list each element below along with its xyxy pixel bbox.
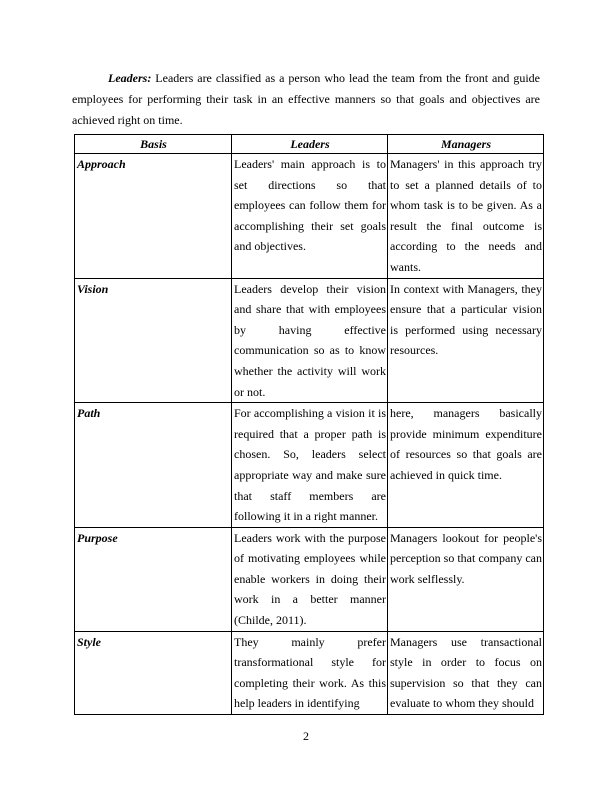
- row-managers: Managers lookout for people's perception so that company can work selflessly.: [388, 527, 544, 631]
- row-managers: In context with Managers, they ensure that a particular vision is performed using necessary resources.: [388, 278, 544, 403]
- row-managers: Managers use transactional style in order to focus on supervision so that they can evaluate to whom they should: [388, 631, 544, 714]
- row-basis: Vision: [75, 278, 232, 403]
- row-managers: Managers' in this approach try to set a planned details of to whom task is to be given. As a result the final outcome is according to the needs and wants.: [388, 154, 544, 279]
- row-managers: here, managers basically provide minimum expenditure of resources so that goals are achieved in quick time.: [388, 403, 544, 528]
- header-basis: Basis: [75, 135, 232, 154]
- header-managers: Managers: [388, 135, 544, 154]
- table-row: [75, 154, 544, 279]
- intro-lead: Leaders:: [108, 71, 152, 85]
- table-header-row: [75, 135, 544, 154]
- row-basis: Style: [75, 631, 232, 714]
- row-leaders: For accomplishing a vision it is required that a proper path is chosen. So, leaders select appropriate way and make sure that staff members are following it in a right manner.: [232, 403, 388, 528]
- header-leaders: Leaders: [232, 135, 388, 154]
- table-row: [75, 403, 544, 528]
- row-leaders: Leaders' main approach is to set directions so that employees can follow them for accomplishing their set goals and objectives.: [232, 154, 388, 279]
- row-leaders: They mainly prefer transformational style for completing their work. As this help leaders in identifying: [232, 631, 388, 714]
- row-basis: Approach: [75, 154, 232, 279]
- page-number: 2: [303, 729, 309, 743]
- table-row: [75, 527, 544, 631]
- row-leaders: Leaders work with the purpose of motivating employees while enable workers in doing their work in a better manner (Childe, 2011).: [232, 527, 388, 631]
- row-basis: Path: [75, 403, 232, 528]
- row-leaders: Leaders develop their vision and share that with employees by having effective communication so as to know whether the activity will work or not.: [232, 278, 388, 403]
- intro-text: Leaders are classified as a person who lead the team from the front and guide employees for performing their task in an effective manners so that goals and objectives are achieved right on time.: [72, 71, 541, 127]
- row-basis: Purpose: [75, 527, 232, 631]
- comparison-table: [74, 134, 544, 715]
- table-row: [75, 278, 544, 403]
- intro-paragraph: [72, 68, 540, 131]
- table-row: [75, 631, 544, 714]
